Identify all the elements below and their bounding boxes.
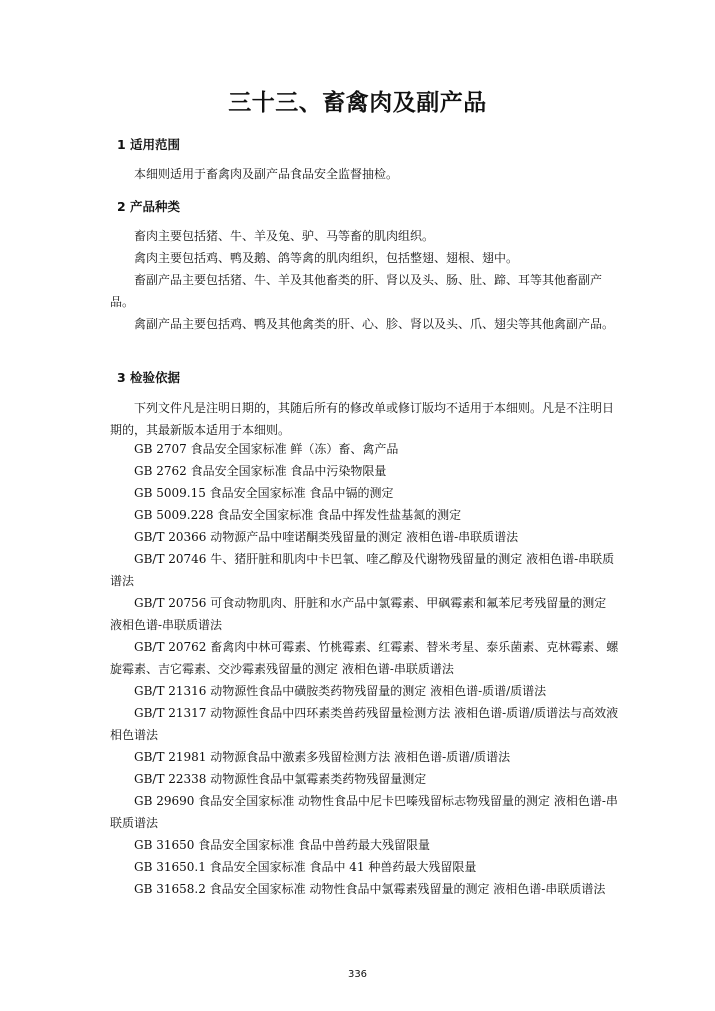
standard-item: GB 31650 食品安全国家标准 食品中兽药最大残留限量	[134, 838, 431, 852]
basis-intro-paragraph: 下列文件凡是注明日期的，其随后所有的修改单或修订版均不适用于本细则。凡是不注明日期的，其最新版本适用于本细则。	[110, 401, 615, 437]
standard-item: GB/T 20756 可食动物肌肉、肝脏和水产品中氯霉素、甲砜霉素和氟苯尼考残留量的测定 液相色谱-串联质谱法	[110, 596, 607, 632]
standard-item: GB/T 21316 动物源性食品中磺胺类药物残留量的测定 液相色谱-质谱/质谱法	[134, 684, 547, 698]
standard-item: GB/T 21981 动物源食品中激素多残留检测方法 液相色谱-质谱/质谱法	[134, 750, 511, 764]
standard-item: GB 5009.15 食品安全国家标准 食品中镉的测定	[134, 486, 394, 500]
section-heading-product-types: 2 产品种类	[117, 199, 181, 214]
page-title: 三十三、畜禽肉及副产品	[228, 89, 487, 116]
standard-item: GB/T 20366 动物源产品中喹诺酮类残留量的测定 液相色谱-串联质谱法	[134, 530, 519, 544]
standard-item: GB 31650.1 食品安全国家标准 食品中 41 种兽药最大残留限量	[134, 860, 477, 874]
standard-item: GB 5009.228 食品安全国家标准 食品中挥发性盐基氮的测定	[134, 508, 462, 522]
section-heading-scope: 1 适用范围	[117, 137, 181, 152]
standard-item: GB/T 21317 动物源性食品中四环素类兽药残留量检测方法 液相色谱-质谱/质谱法与高效液相色谱法	[110, 706, 619, 742]
standard-item: GB/T 20762 畜禽肉中林可霉素、竹桃霉素、红霉素、替米考星、泰乐菌素、克林霉素、螺旋霉素、吉它霉素、交沙霉素残留量的测定 液相色谱-串联质谱法	[110, 640, 619, 676]
product-type-paragraph: 畜肉主要包括猪、牛、羊及兔、驴、马等畜的肌肉组织。	[134, 229, 435, 243]
standard-item: GB 29690 食品安全国家标准 动物性食品中尼卡巴嗪残留标志物残留量的测定 液相色谱-串联质谱法	[110, 794, 618, 830]
standard-item: GB 31658.2 食品安全国家标准 动物性食品中氯霉素残留量的测定 液相色谱-串联质谱法	[134, 882, 606, 896]
standard-item: GB 2707 食品安全国家标准 鲜（冻）畜、禽产品	[134, 442, 399, 456]
standard-item: GB 2762 食品安全国家标准 食品中污染物限量	[134, 464, 387, 478]
standard-item: GB/T 22338 动物源性食品中氯霉素类药物残留量测定	[134, 772, 427, 786]
product-type-paragraph: 禽肉主要包括鸡、鸭及鹅、鸽等禽的肌肉组织，包括整翅、翅根、翅中。	[134, 251, 519, 265]
standard-item: GB/T 20746 牛、猪肝脏和肌肉中卡巴氧、喹乙醇及代谢物残留量的测定 液相色谱-串联质谱法	[110, 552, 615, 588]
section-heading-basis: 3 检验依据	[117, 370, 181, 385]
product-type-paragraph: 禽副产品主要包括鸡、鸭及其他禽类的肝、心、胗、肾以及头、爪、翅尖等其他禽副产品。	[134, 317, 615, 331]
scope-paragraph: 本细则适用于畜禽肉及副产品食品安全监督抽检。	[134, 167, 399, 181]
page-number: 336	[347, 969, 368, 980]
product-type-paragraph: 畜副产品主要包括猪、牛、羊及其他畜类的肝、肾以及头、肠、肚、蹄、耳等其他畜副产品。	[110, 273, 603, 309]
